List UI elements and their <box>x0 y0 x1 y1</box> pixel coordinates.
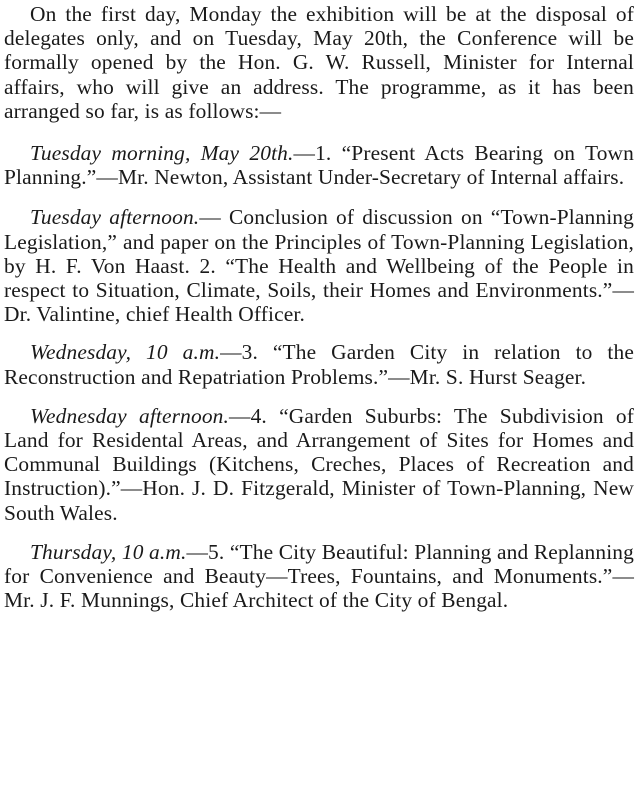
programme-item-wednesday-morning <box>4 340 634 388</box>
programme-item-tuesday-afternoon <box>4 205 634 326</box>
programme-item-text: —5. “The City Beautiful: Planning and Replanning for Convenience and Beauty—Trees, Fountains, and Monuments.”—Mr. J. F. Munnings, Chief Architect of the City of Bengal. <box>4 539 635 613</box>
programme-item-text: — Conclusion of discussion on “Town-Planning Legislation,” and paper on the Principles of Town-Planning Legislation, by H. F. Von Haast. 2. “The Health and Wellbeing of the People in respect to Situation, Climate, Soils, their Homes and Environments.”—Dr. Valintine, chief Health Officer. <box>4 205 634 327</box>
programme-item-tuesday-morning <box>4 141 634 189</box>
programme-item-text: —1. “Present Acts Bearing on Town Planning.”—Mr. Newton, Assistant Under-Secretary of Internal affairs. <box>4 141 634 190</box>
programme-item-time: Wednesday, 10 a.m. <box>30 340 221 365</box>
programme-item-time: Tuesday afternoon. <box>30 205 200 230</box>
programme-item-time: Wednesday afternoon. <box>30 403 230 428</box>
programme-item-time: Thursday, 10 a.m. <box>30 539 187 564</box>
programme-item-time: Tuesday morning, May 20th. <box>30 141 294 166</box>
programme-item-text: —4. “Garden Suburbs: The Subdivision of Land for Residental Areas, and Arrangement of Sites for Homes and Communal Buildings (Kitchens, Creches, Places of Recreation and Instruction).”—Hon. J. D. Fitzgerald, Minister of Town-Planning, New South Wales. <box>4 403 634 525</box>
intro-paragraph: On the first day, Monday the exhibition will be at the disposal of delegates only, and on Tuesday, May 20th, the Conference will be formally opened by the Hon. G. W. Russell, Minister for Internal affairs, who will give an address. The programme, as it has been arranged so far, is as follows:— <box>4 2 634 123</box>
programme-item-text: —3. “The Garden City in relation to the Reconstruction and Repatriation Problems.”—Mr. S. Hurst Seager. <box>4 340 635 389</box>
programme-item-wednesday-afternoon <box>4 404 634 525</box>
programme-item-thursday-morning <box>4 540 634 613</box>
